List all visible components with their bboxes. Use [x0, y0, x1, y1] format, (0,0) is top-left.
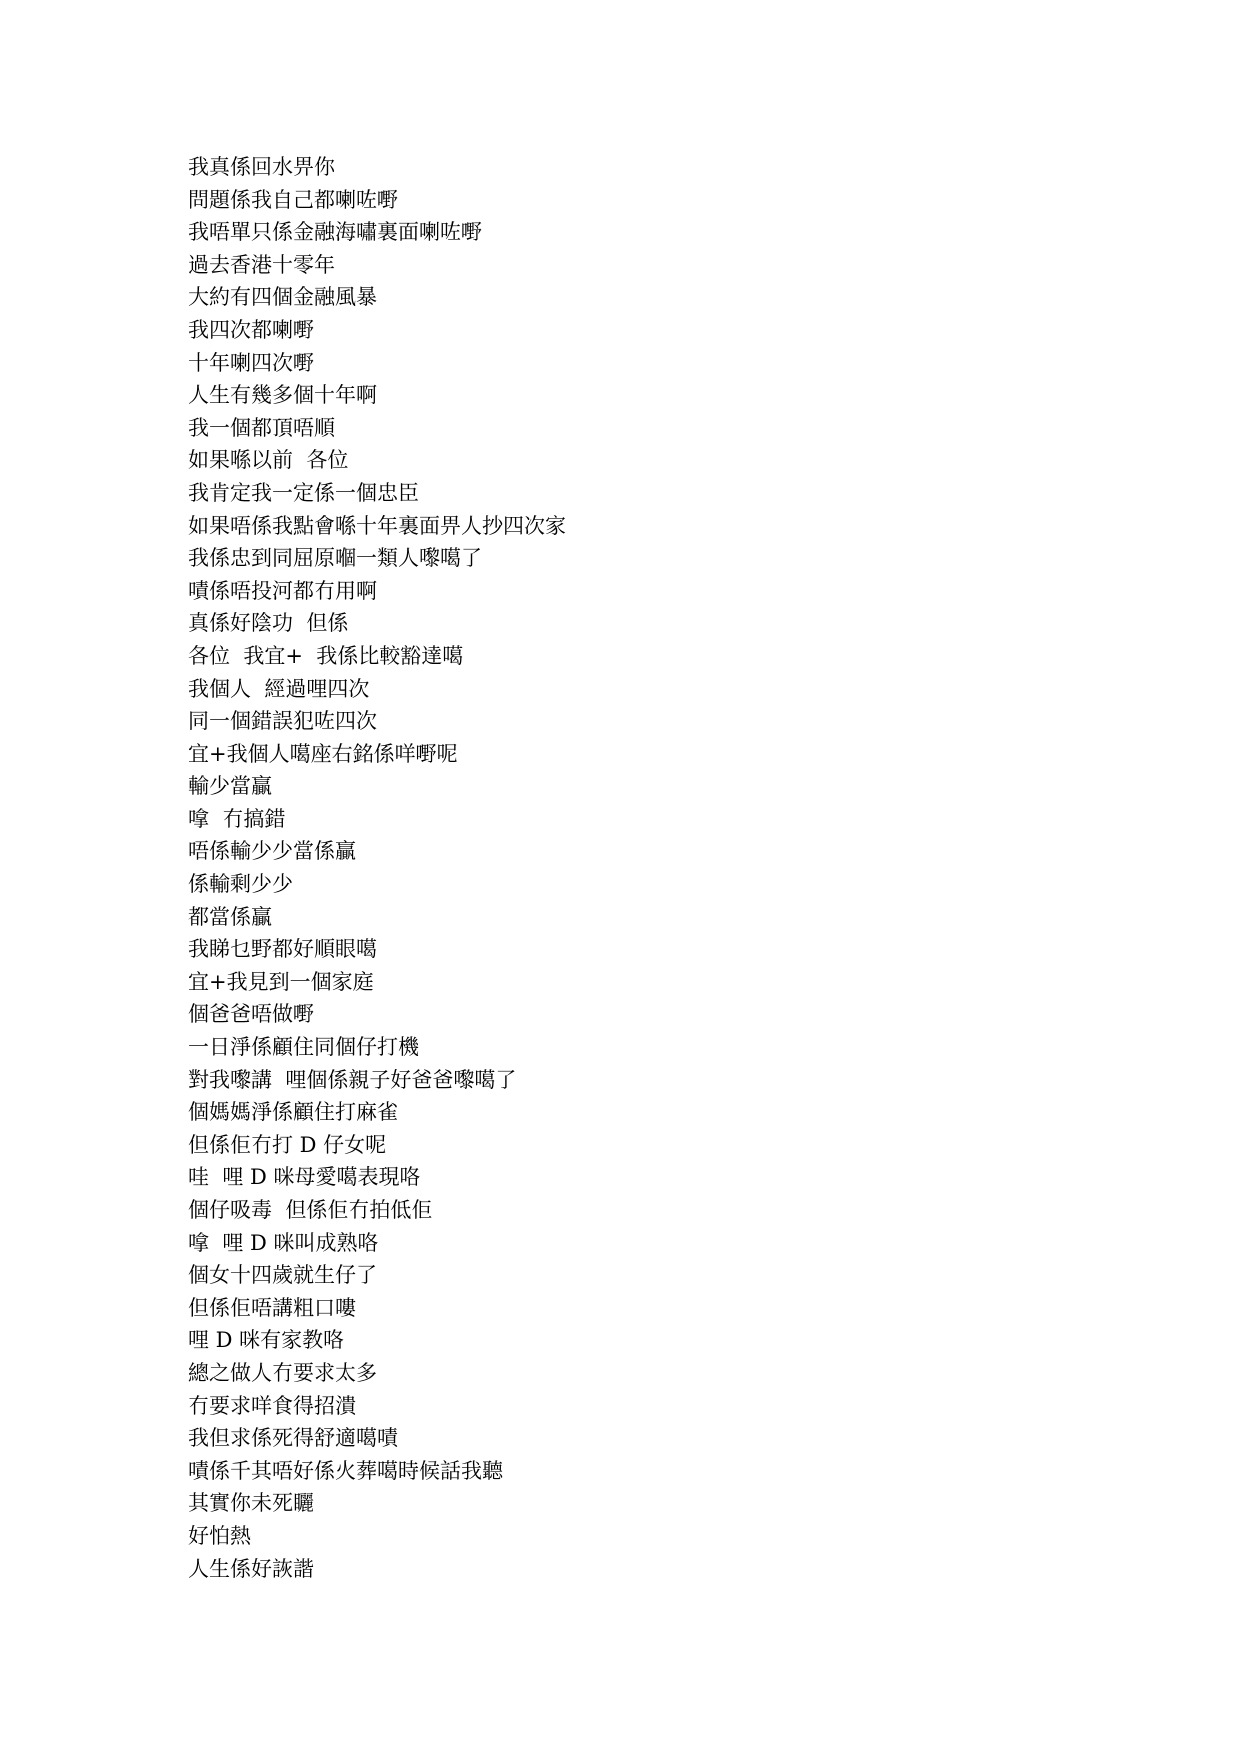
text-line: 人生有幾多個十年啊	[188, 383, 377, 408]
text-line: 個仔吸毒 但係佢冇拍低佢	[188, 1198, 433, 1222]
text-line: 嘖係唔投河都冇用啊	[188, 578, 377, 603]
text-line: 真係好陰功 但係	[188, 611, 349, 636]
text-line: 各位 我宜+ 我係比較豁達噶	[188, 643, 464, 668]
text-line: 同一個錯誤犯咗四次	[188, 709, 377, 734]
text-line: 一日淨係顧住同個仔打機	[188, 1035, 419, 1060]
text-line: 個媽媽淨係顧住打麻雀	[188, 1100, 398, 1125]
text-line: 如果喺以前 各位	[188, 448, 349, 473]
text-line: 冇要求咩食得招潰	[188, 1393, 356, 1418]
text-line: 對我嚟講 哩個係親子好爸爸嚟噶了	[188, 1067, 517, 1092]
text-line: 嗱 哩 D 咪叫成熟咯	[188, 1230, 379, 1255]
text-line: 好怕熱	[188, 1523, 251, 1548]
text-line: 宜+我個人噶座右銘係咩嘢呢	[188, 741, 458, 766]
text-line: 我一個都頂唔順	[188, 415, 335, 440]
text-line: 我係忠到同屈原嗰一類人嚟噶了	[188, 546, 482, 571]
text-line: 過去香港十零年	[188, 252, 335, 277]
text-line: 嘖係千其唔好係火葬噶時候話我聽	[188, 1458, 503, 1483]
text-body	[188, 151, 1168, 1585]
text-line: 問題係我自己都喇咗嘢	[188, 187, 398, 212]
text-line: 其實你未死矖	[188, 1491, 314, 1516]
text-line: 唔係輸少少當係贏	[188, 839, 356, 864]
text-line: 我四次都喇嘢	[188, 317, 314, 342]
text-line: 大約有四個金融風暴	[188, 285, 377, 310]
text-line: 人生係好詼諧	[188, 1556, 314, 1581]
text-line: 都當係贏	[188, 904, 272, 929]
text-line: 係輸剩少少	[188, 872, 293, 897]
text-line: 哩 D 咪有家教咯	[188, 1328, 345, 1353]
text-line: 十年喇四次嘢	[188, 350, 314, 375]
text-line: 但係佢冇打 D 仔女呢	[188, 1132, 387, 1157]
text-line: 總之做人冇要求太多	[188, 1360, 377, 1385]
text-line: 我但求係死得舒適噶嘖	[188, 1426, 398, 1451]
text-line: 輸少當贏	[188, 774, 272, 799]
text-line: 如果唔係我點會喺十年裏面畀人抄四次家	[188, 513, 566, 538]
text-line: 嗱 冇搞錯	[188, 806, 286, 831]
text-line: 我個人 經過哩四次	[188, 676, 370, 701]
text-line: 個女十四歲就生仔了	[188, 1263, 377, 1288]
text-line: 我真係回水畀你	[188, 155, 335, 179]
text-line: 宜+我見到一個家庭	[188, 969, 374, 994]
text-line: 個爸爸唔做嘢	[188, 1002, 314, 1027]
text-line: 哇 哩 D 咪母愛噶表現咯	[188, 1165, 421, 1190]
text-line: 我肯定我一定係一個忠臣	[188, 480, 419, 505]
text-line: 我睇乜野都好順眼噶	[188, 937, 377, 962]
text-line: 但係佢唔講粗口嘍	[188, 1295, 356, 1320]
text-line: 我唔單只係金融海嘯裏面喇咗嘢	[188, 220, 482, 245]
